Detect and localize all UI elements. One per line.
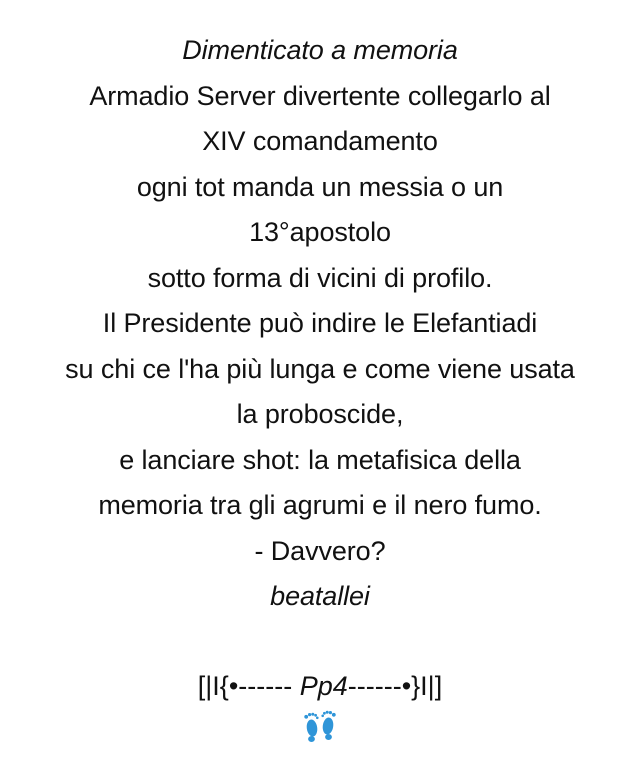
poem-line: la proboscide, bbox=[236, 399, 404, 429]
signature-right: ------•}I|] bbox=[347, 670, 443, 701]
poem-line: Armadio Server divertente collegarlo al bbox=[89, 80, 551, 111]
poem-line: memoria tra gli agrumi e il nero fumo. bbox=[98, 490, 542, 520]
poem-line: XIV comandamento bbox=[202, 126, 438, 156]
signature bbox=[0, 664, 640, 709]
footprints-icon bbox=[0, 709, 640, 749]
poem bbox=[0, 28, 640, 749]
signature-middle: Pp4 bbox=[299, 670, 348, 701]
poem-line: su chi ce l'ha più lunga e come viene usata bbox=[65, 353, 575, 384]
poem-line: - Davvero? bbox=[254, 535, 386, 566]
poem-title: Dimenticato a memoria bbox=[182, 35, 458, 65]
spacer bbox=[0, 620, 640, 664]
poem-line: e lanciare shot: la metafisica della bbox=[119, 444, 521, 475]
footprints-icon-graphic bbox=[301, 709, 339, 743]
signature-left: [|I{•------ bbox=[197, 670, 300, 701]
poem-line: ogni tot manda un messia o un bbox=[136, 171, 504, 202]
poem-author: beatallei bbox=[270, 581, 370, 611]
poem-line: 13°apostolo bbox=[249, 217, 391, 247]
poem-line: sotto forma di vicini di profilo. bbox=[147, 262, 493, 293]
poem-line: Il Presidente può indire le Elefantiadi bbox=[102, 308, 538, 338]
